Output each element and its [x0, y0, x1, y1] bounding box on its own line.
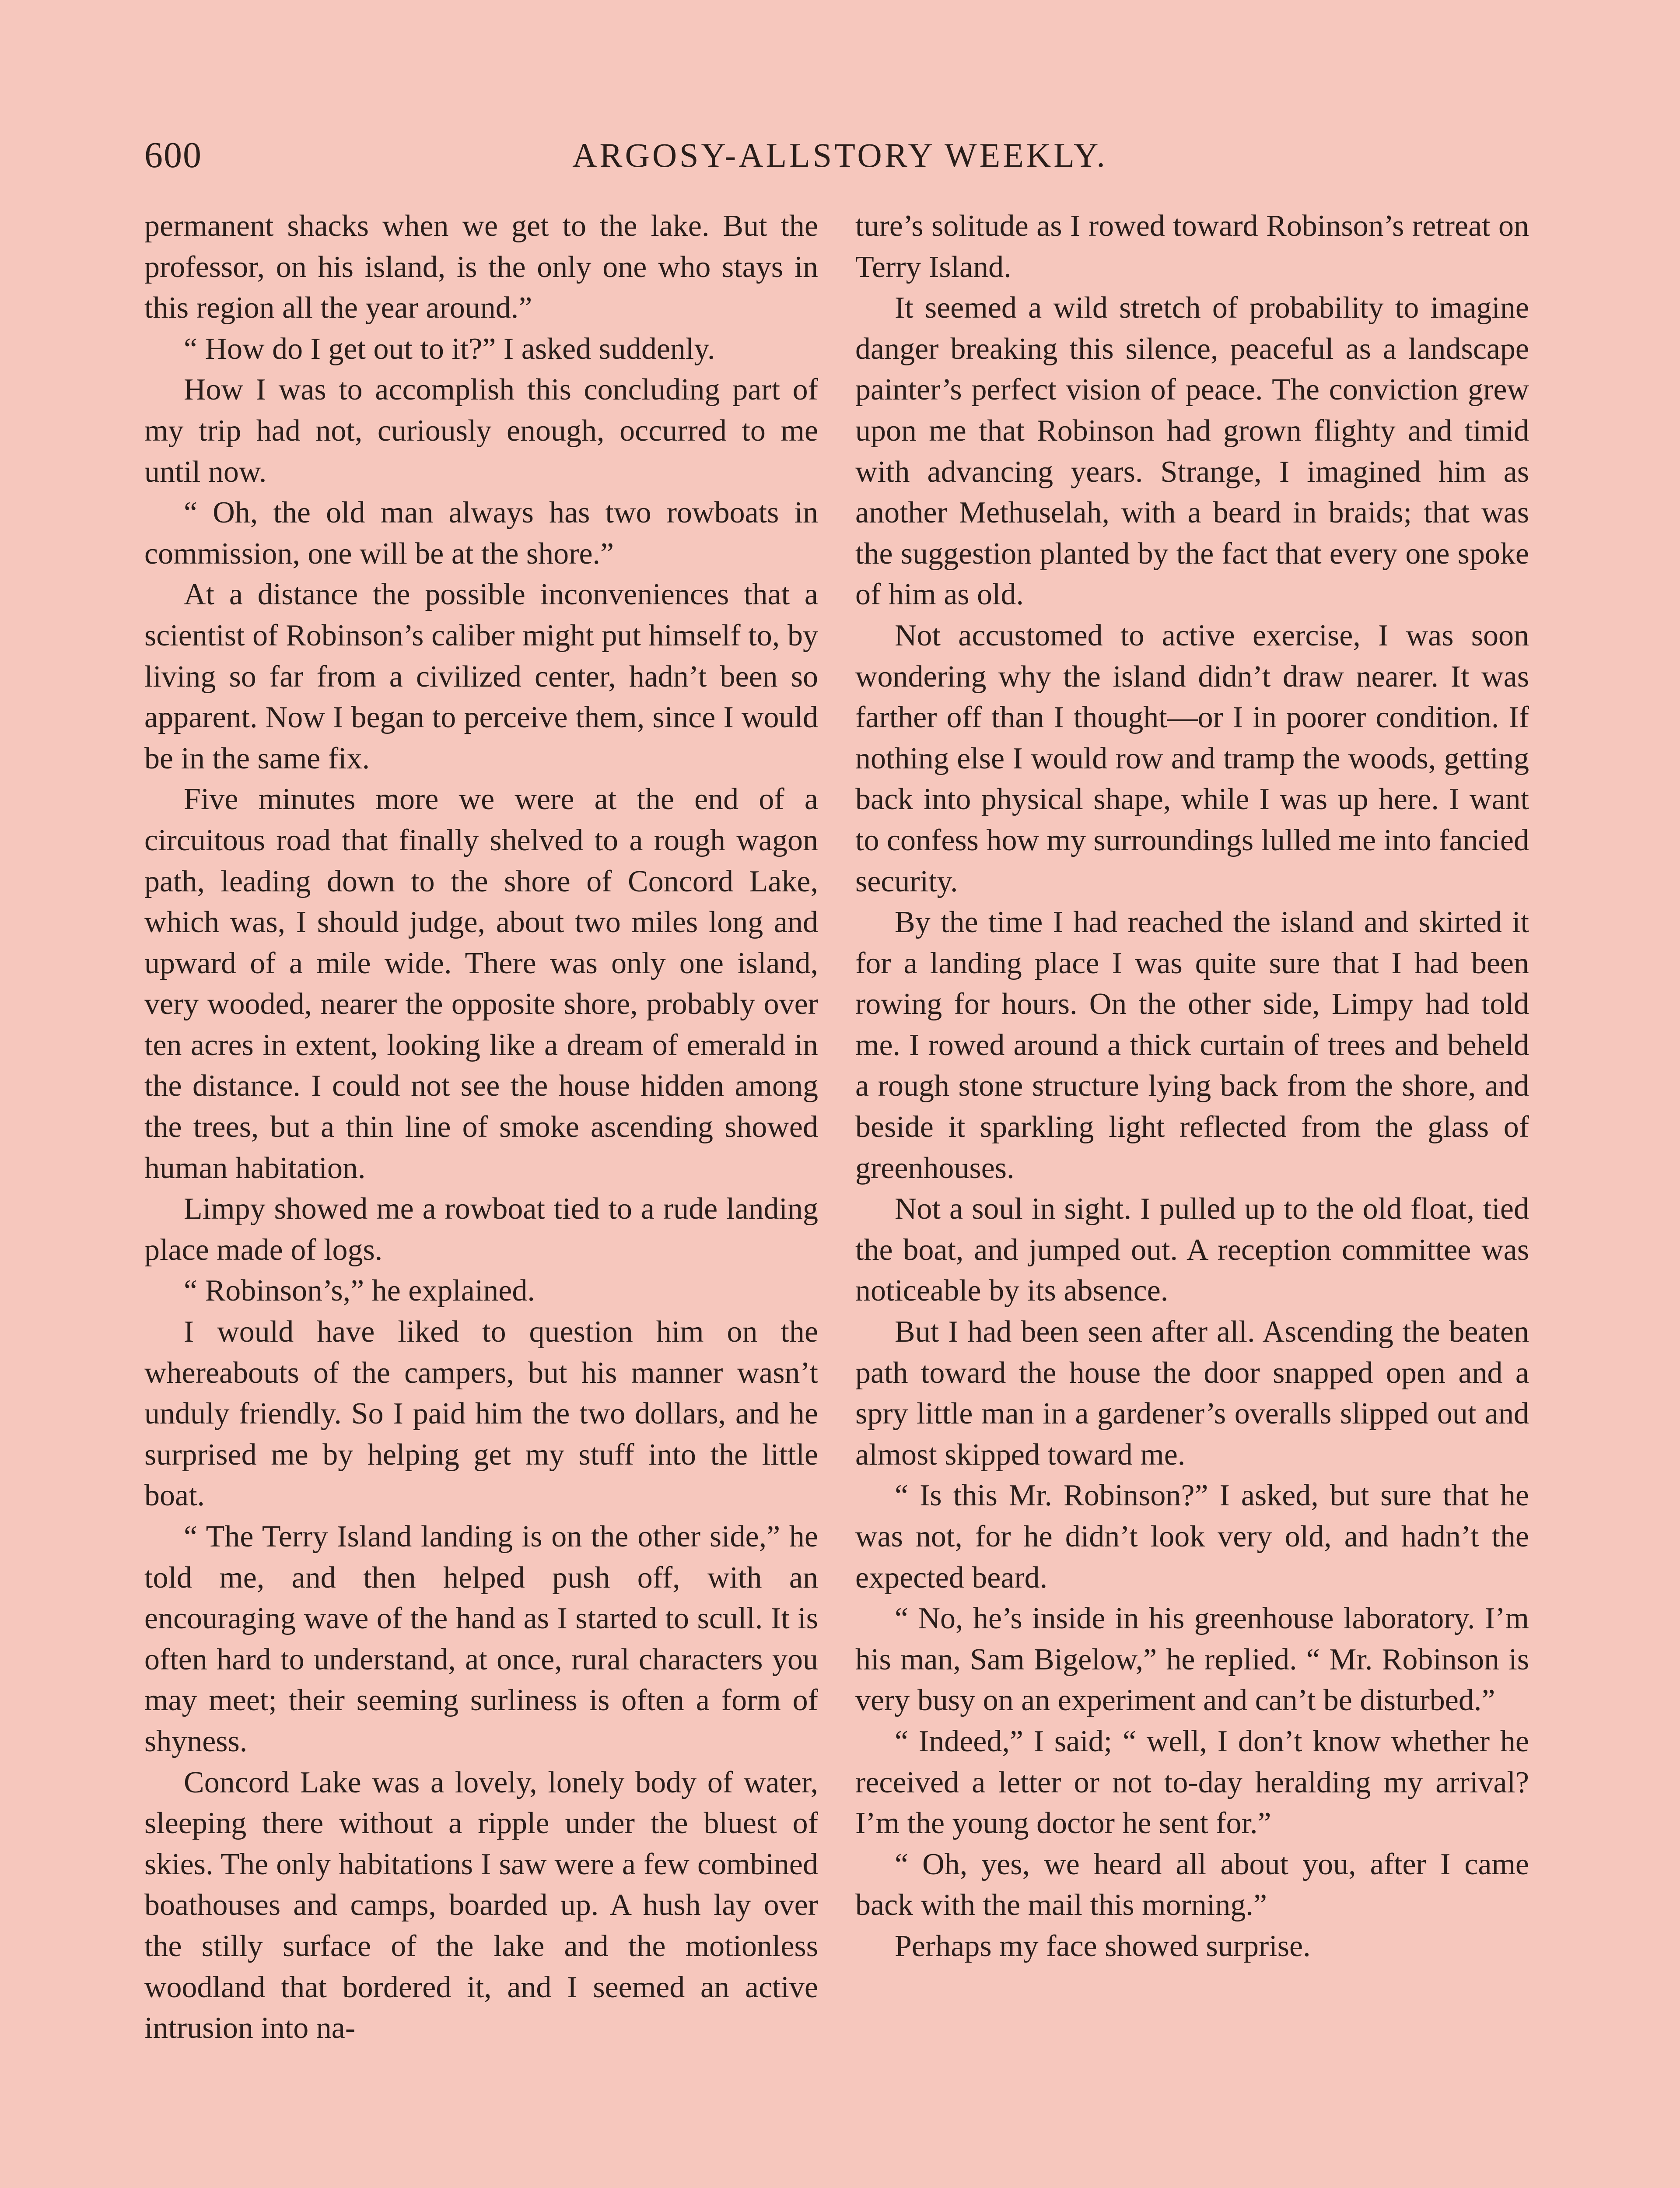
- running-title: ARGOSY-ALLSTORY WEEKLY.: [572, 136, 1108, 174]
- paragraph: I would have liked to question him on the whereabouts of the campers, but his manner wasn’t unduly friendly. So I paid him the two dollars, and he surprised me by helping get my stuff into the little boat.: [144, 1315, 818, 1513]
- paragraph: “ Oh, the old man always has two rowboats in commission, one will be at the shore.”: [144, 496, 818, 571]
- paragraph: By the time I had reached the island and skirted it for a landing place I was quite sure that I had been rowing for hours. On the other side, Limpy had told me. I rowed around a thick curtain of trees and beheld a rough stone structure lying back from the shore, and beside it sparkling light reflected from the glass of greenhouses.: [855, 905, 1529, 1185]
- paragraph: “ Is this Mr. Robinson?” I asked, but sure that he was not, for he didn’t look very old, and hadn’t the expected beard.: [855, 1479, 1529, 1595]
- paragraph: Perhaps my face showed surprise.: [895, 1929, 1311, 1963]
- paragraph: “ Robinson’s,” he explained.: [184, 1274, 535, 1308]
- paragraph: “ No, he’s inside in his greenhouse laboratory. I’m his man, Sam Bigelow,” he replied. “ Mr. Robinson is very busy on an experiment and can’t be disturbed.”: [855, 1602, 1529, 1718]
- paragraph: “ Oh, yes, we heard all about you, after I came back with the mail this morning.”: [855, 1847, 1529, 1922]
- page-header: [144, 131, 1536, 179]
- paragraph: Concord Lake was a lovely, lonely body of water, sleeping there without a ripple under the bluest of skies. The only habitations I saw were a few combined boathouses and camps, boarded up. A hush lay over the stilly surface of the lake and the motionless woodland that bordered it, and I seemed an active intrusion into na-: [144, 1765, 818, 2045]
- paragraph: permanent shacks when we get to the lake. But the professor, on his island, is the only one who stays in this region all the year around.”: [144, 209, 818, 325]
- paragraph: Five minutes more we were at the end of a circuitous road that finally shelved to a rough wagon path, leading down to the shore of Concord Lake, which was, I should judge, about two miles long and upward of a mile wide. There was only one island, very wooded, nearer the opposite shore, probably over ten acres in extent, looking like a dream of emerald in the distance. I could not see the house hidden among the trees, but a thin line of smoke ascending showed human habitation.: [144, 782, 818, 1185]
- paragraph: But I had been seen after all. Ascending the beaten path toward the house the door snapped open and a spry little man in a gardener’s overalls slipped out and almost skipped toward me.: [855, 1315, 1529, 1472]
- page-number: 600: [144, 135, 202, 175]
- paragraph: Not a soul in sight. I pulled up to the old float, tied the boat, and jumped out. A reception committee was noticeable by its absence.: [855, 1192, 1529, 1308]
- paragraph: At a distance the possible inconveniences that a scientist of Robinson’s caliber might put himself to, by living so far from a civilized center, hadn’t been so apparent. Now I began to perceive them, since I would be in the same fix.: [144, 578, 818, 775]
- paragraph: “ Indeed,” I said; “ well, I don’t know whether he received a letter or not to-day heralding my arrival? I’m the young doctor he sent for.”: [855, 1724, 1529, 1841]
- paragraph: Limpy showed me a rowboat tied to a rude landing place made of logs.: [144, 1192, 818, 1267]
- right-column: [855, 206, 1529, 2188]
- paragraph: “ How do I get out to it?” I asked suddenly.: [184, 332, 715, 366]
- paragraph: ture’s solitude as I rowed toward Robinson’s retreat on Terry Island.: [855, 209, 1529, 284]
- paragraph: It seemed a wild stretch of probability to imagine danger breaking this silence, peaceful as a landscape painter’s perfect vision of peace. The conviction grew upon me that Robinson had grown flighty and timid with advancing years. Strange, I imagined him as another Methuselah, with a beard in braids; that was the suggestion planted by the fact that every one spoke of him as old.: [855, 291, 1529, 612]
- paragraph: “ The Terry Island landing is on the other side,” he told me, and then helped push off, with an encouraging wave of the hand as I started to scull. It is often hard to understand, at once, rural characters you may meet; their seeming surliness is often a form of shyness.: [144, 1520, 818, 1758]
- left-column: [144, 206, 818, 2188]
- paragraph: How I was to accomplish this concluding part of my trip had not, curiously enough, occurred to me until now.: [144, 373, 818, 489]
- paragraph: Not accustomed to active exercise, I was soon wondering why the island didn’t draw nearer. It was farther off than I thought—or I in poorer condition. If nothing else I would row and tramp the woods, getting back into physical shape, while I was up here. I want to confess how my surroundings lulled me into fancied security.: [855, 618, 1529, 898]
